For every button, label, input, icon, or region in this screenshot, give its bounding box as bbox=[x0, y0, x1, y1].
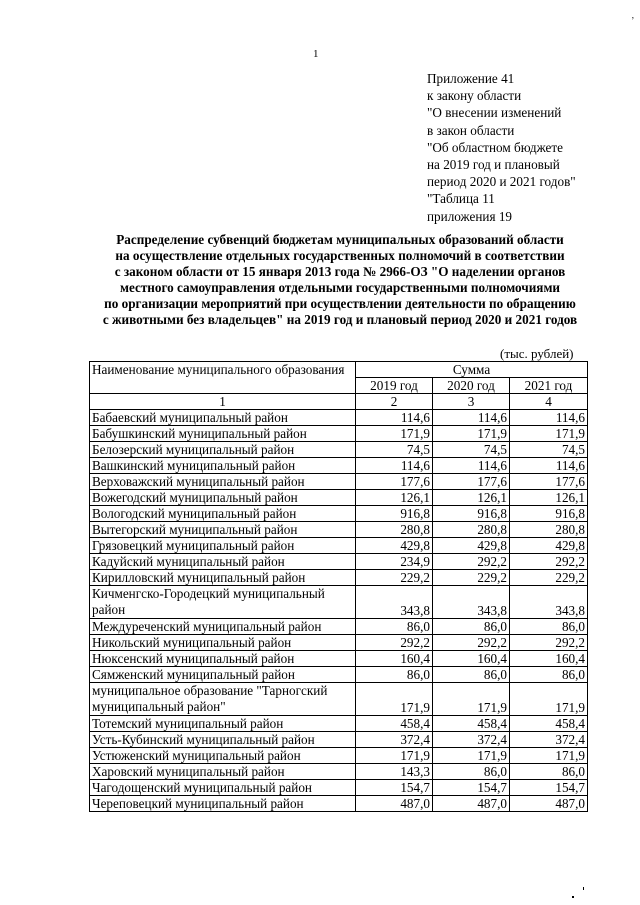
table-row bbox=[90, 410, 588, 426]
value-2020: 86,0 bbox=[433, 619, 510, 635]
value-2020: 171,9 bbox=[433, 683, 510, 716]
value-2021: 74,5 bbox=[510, 442, 588, 458]
header-name: Наименование муниципального образования bbox=[90, 362, 356, 394]
municipality-name: Усть-Кубинский муниципальный район bbox=[90, 732, 356, 748]
value-2020: 86,0 bbox=[433, 667, 510, 683]
value-2021: 114,6 bbox=[510, 410, 588, 426]
value-2019: 372,4 bbox=[356, 732, 433, 748]
value-2020: 372,4 bbox=[433, 732, 510, 748]
scan-speck bbox=[572, 896, 574, 898]
value-2021: 229,2 bbox=[510, 570, 588, 586]
title-line: на осуществление отдельных государственных полномочий в соответствии bbox=[115, 247, 565, 263]
appendix-line: в закон области bbox=[427, 122, 515, 138]
value-2019: 487,0 bbox=[356, 796, 433, 812]
value-2019: 916,8 bbox=[356, 506, 433, 522]
value-2019: 280,8 bbox=[356, 522, 433, 538]
value-2021: 458,4 bbox=[510, 716, 588, 732]
table-row bbox=[90, 538, 588, 554]
table-row bbox=[90, 651, 588, 667]
table-row bbox=[90, 635, 588, 651]
value-2021: 177,6 bbox=[510, 474, 588, 490]
value-2021: 171,9 bbox=[510, 683, 588, 716]
municipality-name: Череповецкий муниципальный район bbox=[90, 796, 356, 812]
table-row bbox=[90, 683, 588, 716]
value-2020: 126,1 bbox=[433, 490, 510, 506]
value-2021: 292,2 bbox=[510, 554, 588, 570]
table-row bbox=[90, 667, 588, 683]
value-2019: 86,0 bbox=[356, 619, 433, 635]
appendix-line: "Об областном бюджете bbox=[427, 139, 563, 155]
appendix-line: на 2019 год и плановый bbox=[427, 157, 560, 173]
table-row bbox=[90, 490, 588, 506]
value-2021: 86,0 bbox=[510, 667, 588, 683]
value-2019: 171,9 bbox=[356, 426, 433, 442]
value-2020: 114,6 bbox=[433, 410, 510, 426]
table-row bbox=[90, 796, 588, 812]
appendix-line: Приложение 41 bbox=[427, 71, 515, 86]
value-2019: 126,1 bbox=[356, 490, 433, 506]
header-sum: Сумма bbox=[356, 362, 588, 378]
value-2020: 280,8 bbox=[433, 522, 510, 538]
col-number-2: 2 bbox=[356, 394, 433, 410]
municipality-name: Устюженский муниципальный район bbox=[90, 748, 356, 764]
municipality-name: муниципальное образование "Тарногский муниципальный район" bbox=[90, 683, 356, 716]
value-2019: 292,2 bbox=[356, 635, 433, 651]
value-2019: 114,6 bbox=[356, 410, 433, 426]
value-2020: 229,2 bbox=[433, 570, 510, 586]
table-row bbox=[90, 522, 588, 538]
value-2019: 86,0 bbox=[356, 667, 433, 683]
value-2021: 487,0 bbox=[510, 796, 588, 812]
value-2021: 429,8 bbox=[510, 538, 588, 554]
col-number-1: 1 bbox=[90, 394, 356, 410]
value-2021: 372,4 bbox=[510, 732, 588, 748]
table-row bbox=[90, 474, 588, 490]
value-2021: 171,9 bbox=[510, 426, 588, 442]
value-2019: 154,7 bbox=[356, 780, 433, 796]
municipality-name: Сямженский муниципальный район bbox=[90, 667, 356, 683]
value-2019: 160,4 bbox=[356, 651, 433, 667]
municipality-name: Кичменгско-Городецкий муниципальный район bbox=[90, 586, 356, 619]
municipality-name: Никольский муниципальный район bbox=[90, 635, 356, 651]
value-2019: 171,9 bbox=[356, 683, 433, 716]
municipality-name: Кирилловский муниципальный район bbox=[90, 570, 356, 586]
value-2021: 86,0 bbox=[510, 619, 588, 635]
value-2020: 171,9 bbox=[433, 748, 510, 764]
table-row bbox=[90, 506, 588, 522]
value-2019: 458,4 bbox=[356, 716, 433, 732]
municipality-name: Белозерский муниципальный район bbox=[90, 442, 356, 458]
value-2019: 177,6 bbox=[356, 474, 433, 490]
value-2020: 343,8 bbox=[433, 586, 510, 619]
table-row bbox=[90, 570, 588, 586]
header-year-2020: 2020 год bbox=[433, 378, 510, 394]
value-2020: 292,2 bbox=[433, 554, 510, 570]
col-number-4: 4 bbox=[510, 394, 588, 410]
municipality-name: Тотемский муниципальный район bbox=[90, 716, 356, 732]
appendix-reference bbox=[427, 70, 576, 225]
value-2020: 154,7 bbox=[433, 780, 510, 796]
municipality-name: Чагодощенский муниципальный район bbox=[90, 780, 356, 796]
municipality-name: Вашкинский муниципальный район bbox=[90, 458, 356, 474]
municipality-name: Харовский муниципальный район bbox=[90, 764, 356, 780]
value-2020: 429,8 bbox=[433, 538, 510, 554]
appendix-line: "О внесении изменений bbox=[427, 105, 562, 121]
title-line: с животными без владельцев" на 2019 год и плановый период 2020 и 2021 годов bbox=[102, 311, 578, 327]
value-2021: 292,2 bbox=[510, 635, 588, 651]
value-2020: 74,5 bbox=[433, 442, 510, 458]
header-year-2019: 2019 год bbox=[356, 378, 433, 394]
document-title bbox=[60, 232, 620, 327]
appendix-line: приложения 19 bbox=[427, 208, 513, 224]
scan-speck bbox=[583, 887, 584, 890]
value-2019: 429,8 bbox=[356, 538, 433, 554]
municipality-name: Междуреченский муниципальный район bbox=[90, 619, 356, 635]
table-row bbox=[90, 442, 588, 458]
corner-mark: , bbox=[631, 10, 634, 20]
appendix-line: период 2020 и 2021 годов" bbox=[427, 174, 576, 190]
page-number: 1 bbox=[313, 48, 319, 60]
value-2021: 86,0 bbox=[510, 764, 588, 780]
value-2019: 343,8 bbox=[356, 586, 433, 619]
title-line: с законом области от 15 января 2013 года № 2966-ОЗ "О наделении органов bbox=[114, 263, 566, 279]
municipality-name: Верховажский муниципальный район bbox=[90, 474, 356, 490]
subvention-table bbox=[89, 361, 588, 812]
table-row bbox=[90, 748, 588, 764]
value-2020: 458,4 bbox=[433, 716, 510, 732]
value-2019: 74,5 bbox=[356, 442, 433, 458]
table-row bbox=[90, 716, 588, 732]
municipality-name: Вологодский муниципальный район bbox=[90, 506, 356, 522]
value-2021: 160,4 bbox=[510, 651, 588, 667]
value-2021: 343,8 bbox=[510, 586, 588, 619]
appendix-line: "Таблица 11 bbox=[427, 191, 495, 207]
value-2020: 177,6 bbox=[433, 474, 510, 490]
value-2020: 292,2 bbox=[433, 635, 510, 651]
value-2019: 114,6 bbox=[356, 458, 433, 474]
municipality-name: Бабушкинский муниципальный район bbox=[90, 426, 356, 442]
title-line: по организации мероприятий при осуществлении деятельности по обращению bbox=[104, 295, 576, 311]
value-2021: 154,7 bbox=[510, 780, 588, 796]
municipality-name: Кадуйский муниципальный район bbox=[90, 554, 356, 570]
municipality-name: Вожегодский муниципальный район bbox=[90, 490, 356, 506]
value-2020: 487,0 bbox=[433, 796, 510, 812]
value-2020: 114,6 bbox=[433, 458, 510, 474]
table-row bbox=[90, 458, 588, 474]
value-2021: 280,8 bbox=[510, 522, 588, 538]
header-year-2021: 2021 год bbox=[510, 378, 588, 394]
table-row bbox=[90, 426, 588, 442]
units-label: (тыс. рублей) bbox=[500, 346, 574, 361]
value-2019: 143,3 bbox=[356, 764, 433, 780]
table-row bbox=[90, 780, 588, 796]
value-2021: 126,1 bbox=[510, 490, 588, 506]
table-row bbox=[90, 586, 588, 619]
table-row bbox=[90, 764, 588, 780]
municipality-name: Бабаевский муниципальный район bbox=[90, 410, 356, 426]
municipality-name: Грязовецкий муниципальный район bbox=[90, 538, 356, 554]
appendix-line: к закону области bbox=[427, 88, 522, 104]
value-2019: 234,9 bbox=[356, 554, 433, 570]
title-line: Распределение субвенций бюджетам муниципальных образований области bbox=[116, 232, 564, 247]
value-2019: 171,9 bbox=[356, 748, 433, 764]
col-number-3: 3 bbox=[433, 394, 510, 410]
value-2021: 916,8 bbox=[510, 506, 588, 522]
value-2020: 916,8 bbox=[433, 506, 510, 522]
value-2020: 86,0 bbox=[433, 764, 510, 780]
table-row bbox=[90, 732, 588, 748]
municipality-name: Нюксенский муниципальный район bbox=[90, 651, 356, 667]
value-2021: 114,6 bbox=[510, 458, 588, 474]
table-header-row bbox=[90, 362, 588, 378]
title-line: местного самоуправления отдельными государственными полномочиями bbox=[119, 279, 561, 295]
value-2020: 160,4 bbox=[433, 651, 510, 667]
value-2019: 229,2 bbox=[356, 570, 433, 586]
table-row bbox=[90, 619, 588, 635]
value-2021: 171,9 bbox=[510, 748, 588, 764]
municipality-name: Вытегорский муниципальный район bbox=[90, 522, 356, 538]
table-row bbox=[90, 554, 588, 570]
table-colnum-row bbox=[90, 394, 588, 410]
value-2020: 171,9 bbox=[433, 426, 510, 442]
